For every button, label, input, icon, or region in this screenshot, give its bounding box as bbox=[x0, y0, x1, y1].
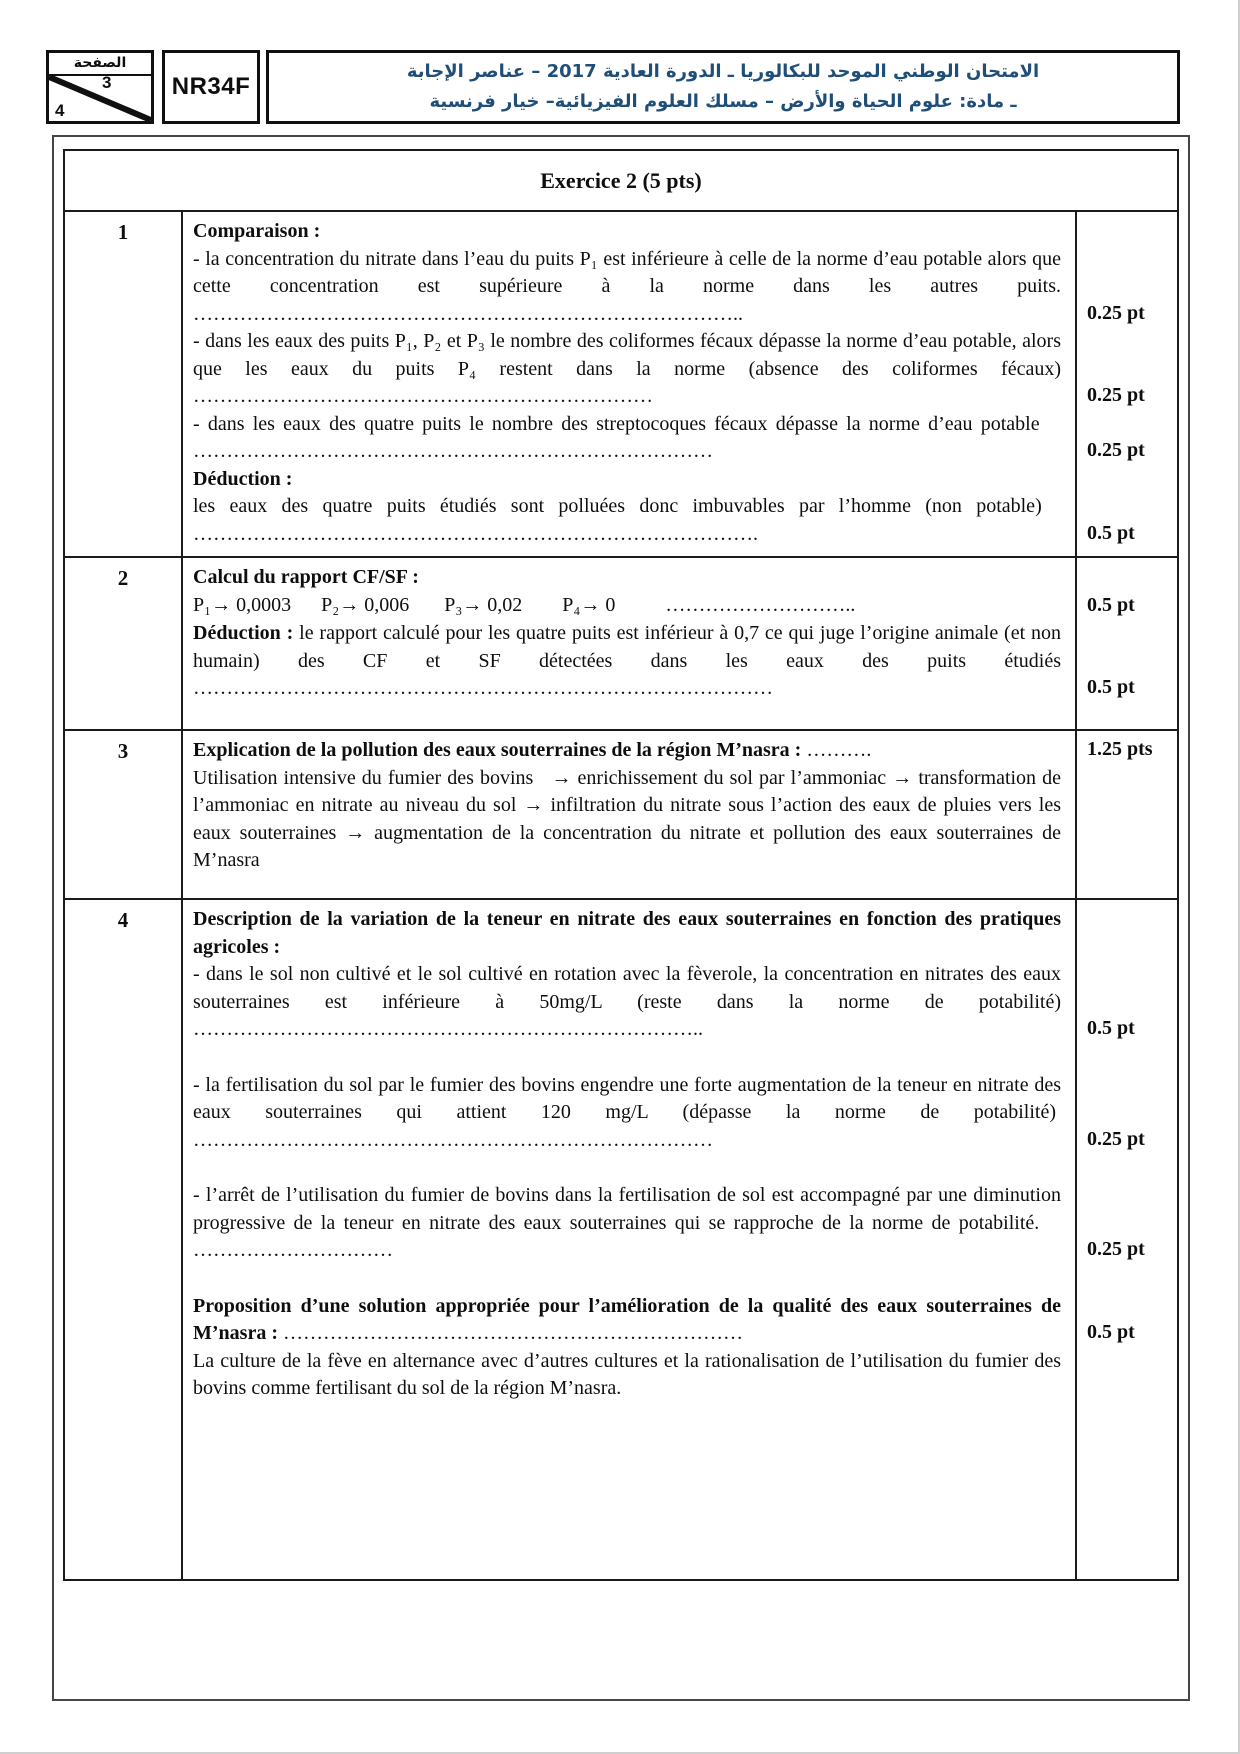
points-value bbox=[1077, 900, 1177, 961]
current-page-number: 3 bbox=[102, 73, 112, 92]
answer-segment bbox=[183, 328, 1177, 411]
answer-segment bbox=[183, 466, 1177, 494]
answer-segment bbox=[183, 592, 1177, 621]
answer-segment bbox=[183, 731, 1177, 765]
points-value: 0.5 pt bbox=[1087, 1321, 1135, 1343]
answer-segment bbox=[183, 411, 1177, 466]
answer-segment bbox=[183, 493, 1177, 548]
question-number: 4 bbox=[65, 900, 183, 1579]
table-row bbox=[65, 558, 1177, 731]
answer-cell bbox=[183, 558, 1177, 729]
answer-segment bbox=[183, 1044, 1177, 1155]
answer-text: - la fertilisation du sol par le fumier des bovins engendre une forte augmentation de la teneur en nitrate des eaux souterraines qui attient 120 mg/L (dépasse la norme de potabilité) …………………………………………………………………… bbox=[183, 1044, 1077, 1155]
question-number: 1 bbox=[65, 212, 183, 556]
total-pages-number: 4 bbox=[55, 101, 65, 120]
answer-cell bbox=[183, 900, 1177, 1579]
table-row bbox=[65, 731, 1177, 900]
points-value: 0.25 pt bbox=[1087, 1127, 1145, 1150]
exam-title-box bbox=[266, 50, 1180, 124]
answer-text: les eaux des quatre puits étudiés sont polluées donc imbuvables par l’homme (non potable) …………………………………………………………………………. bbox=[183, 493, 1077, 548]
exam-title-line2: ـ مادة: علوم الحياة والأرض – مسلك العلوم الفيزيائية– خيار فرنسية bbox=[429, 91, 1017, 112]
answer-text: Utilisation intensive du fumier des bovins → enrichissement du sol par l’ammoniac → transformation de l’ammoniac en nitrate au niveau du sol → infiltration du nitrate sous l’action des eaux de pluies vers les eaux souterraines → augmentation de la concentration du nitrate et pollution des eaux souterraines de M’nasra bbox=[183, 765, 1077, 875]
exam-title-line1: الامتحان الوطني الموحد للبكالوريا ـ الدورة العادية 2017 – عناصر الإجابة bbox=[406, 61, 1040, 82]
answer-segment bbox=[183, 558, 1177, 592]
points-value bbox=[1077, 212, 1177, 246]
points-value: 0.25 pt bbox=[1087, 439, 1145, 461]
question-number: 3 bbox=[65, 731, 183, 898]
points-value bbox=[1077, 765, 1177, 875]
exam-header bbox=[46, 50, 1180, 124]
question-number: 2 bbox=[65, 558, 183, 729]
answer-sheet bbox=[52, 135, 1190, 1701]
answer-text: La culture de la fève en alternance avec d’autres cultures et la rationalisation de l’utilisation du fumier des bovins comme fertilisant du sol de la région M’nasra. bbox=[183, 1348, 1077, 1403]
answer-text: - dans les eaux des puits P₁, P₂ et P₃ le nombre des coliformes fécaux dépasse la norme d’eau potable, alors que les eaux du puits P₄ restent dans la norme (absence des coliformes fécaux) …………………………………………………………… bbox=[183, 328, 1077, 411]
page-number-box bbox=[46, 50, 154, 124]
page-label-arabic: الصفحة bbox=[49, 53, 151, 76]
points-value: 0.25 pt bbox=[1087, 384, 1145, 406]
answer-text: Déduction : le rapport calculé pour les quatre puits est inférieur à 0,7 ce qui juge l’origine animale (et non humain) des CF et SF détectées dans les eaux des puits étudiés …………………………………………………………………………… bbox=[183, 620, 1077, 703]
table-row bbox=[65, 900, 1177, 1579]
answer-segment bbox=[183, 620, 1177, 703]
points-value: 0.25 pt bbox=[1087, 301, 1145, 324]
points-value bbox=[1077, 1348, 1177, 1403]
points-value: 0.5 pt bbox=[1087, 676, 1135, 698]
answer-cell bbox=[183, 731, 1177, 898]
answer-segment bbox=[183, 212, 1177, 246]
answer-segment bbox=[183, 961, 1177, 1044]
spacer bbox=[183, 703, 1177, 730]
points-value bbox=[1077, 466, 1177, 494]
answer-segment bbox=[183, 765, 1177, 875]
answer-text: - dans le sol non cultivé et le sol cultivé en rotation avec la fèverole, la concentration en nitrates des eaux souterraines est inférieure à 50mg/L (reste dans la norme de potabilité) ………………………………………………………………….. bbox=[183, 961, 1077, 1044]
answer-text: Calcul du rapport CF/SF : bbox=[183, 558, 1077, 592]
answer-text: - dans les eaux des quatre puits le nombre des streptocoques fécaux dépasse la norme d’eau potable …………………………………………………………………… bbox=[183, 411, 1077, 466]
exercise-title: Exercice 2 (5 pts) bbox=[65, 151, 1177, 212]
points-value: 0.25 pt bbox=[1087, 1238, 1145, 1260]
table-row bbox=[65, 212, 1177, 558]
answer-cell bbox=[183, 212, 1177, 556]
answer-text: Description de la variation de la teneur en nitrate des eaux souterraines en fonction des pratiques agricoles : bbox=[183, 900, 1077, 961]
answer-text: - la concentration du nitrate dans l’eau du puits P₁ est inférieure à celle de la norme d’eau potable alors que cette concentration est supérieure à la norme dans les autres puits. ……………………………………………………………………….. bbox=[183, 246, 1077, 329]
answer-text: Comparaison : bbox=[183, 212, 1077, 246]
answer-text: Déduction : bbox=[183, 466, 1077, 494]
spacer bbox=[183, 1403, 1177, 1580]
points-value: 0.5 pt bbox=[1087, 593, 1135, 616]
points-value bbox=[1077, 558, 1177, 592]
answer-segment bbox=[183, 900, 1177, 961]
answer-segment bbox=[183, 1265, 1177, 1348]
points-value: 0.5 pt bbox=[1087, 1017, 1135, 1039]
exercise-table bbox=[63, 149, 1179, 1581]
points-value: 0.5 pt bbox=[1087, 521, 1135, 544]
answer-segment bbox=[183, 246, 1177, 329]
points-value: 1.25 pts bbox=[1087, 738, 1153, 760]
answer-segment bbox=[183, 1348, 1177, 1403]
answer-text: P₁→ 0,0003 P₂→ 0,006 P₃→ 0,02 P₄→ 0 ……………………….. bbox=[183, 592, 1077, 621]
exam-code: NR34F bbox=[162, 50, 260, 124]
answer-segment bbox=[183, 1154, 1177, 1265]
spacer bbox=[183, 548, 1177, 556]
answer-text: - l’arrêt de l’utilisation du fumier de bovins dans la fertilisation de sol est accompagné par une diminution progressive de la teneur en nitrate des eaux souterraines qui se rapproche de la norme de potabilité. ………………………… bbox=[183, 1154, 1077, 1265]
answer-text: Explication de la pollution des eaux souterraines de la région M’nasra : ………. bbox=[183, 731, 1077, 765]
answer-text: Proposition d’une solution appropriée pour l’amélioration de la qualité des eaux souterraines de M’nasra : …………………………………………………………… bbox=[183, 1265, 1077, 1348]
page-fraction bbox=[49, 73, 151, 121]
spacer bbox=[183, 875, 1177, 899]
